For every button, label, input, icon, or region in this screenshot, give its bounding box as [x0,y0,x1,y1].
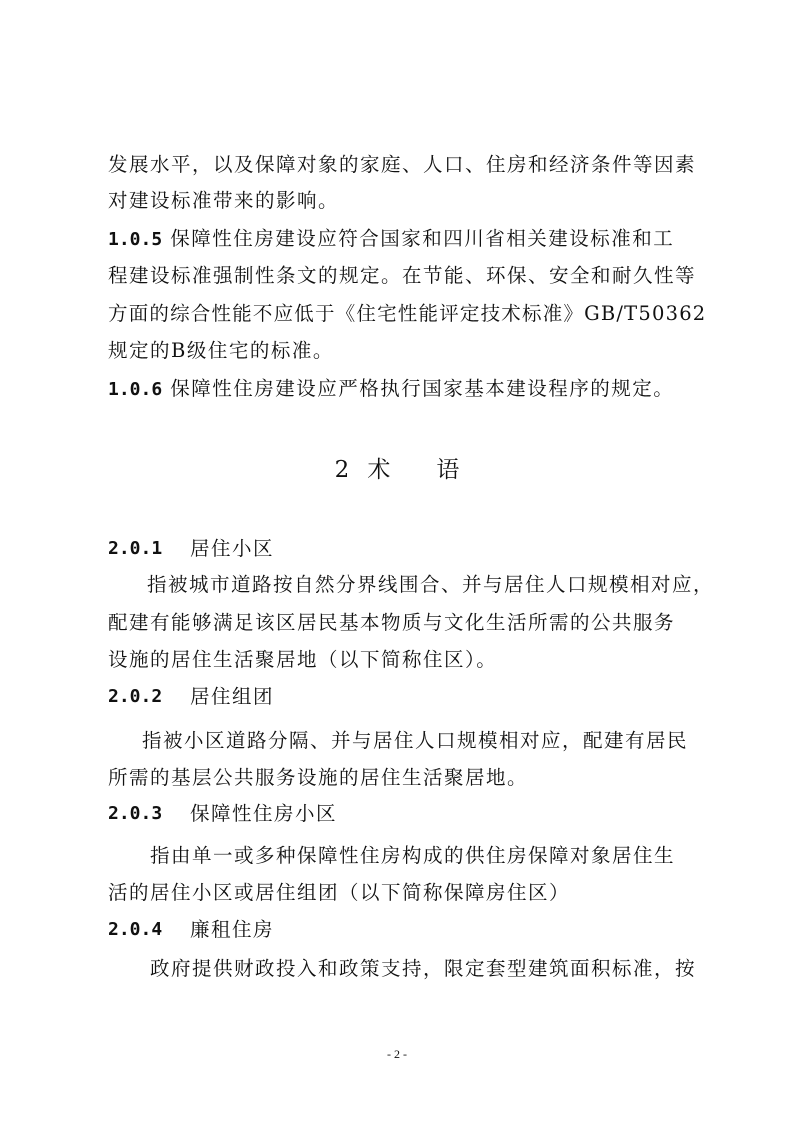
term-definition-line: 活的居住小区或居住组团（以下简称保障房住区） [108,881,571,904]
term-definition-line: 配建有能够满足该区居民基本物质与文化生活所需的公共服务 [108,611,676,634]
term-number: 2.0.3 [108,803,163,824]
term-name: 居住小区 [190,537,275,560]
term-number: 2.0.4 [108,919,163,940]
chapter-number: 2 [334,457,350,483]
paragraph-line: 方面的综合性能不应低于《住宅性能评定技术标准》GB/T50362 [108,302,707,325]
clause-1-0-6 [108,379,674,399]
clause-number: 1.0.5 [108,229,163,250]
clause-text: 保障性住房建设应严格执行国家基本建设程序的规定。 [170,377,675,400]
term-number: 2.0.2 [108,686,163,707]
term-definition-line: 设施的居住生活聚居地（以下简称住区）。 [108,648,498,671]
term-definition-line: 指由单一或多种保障性住房构成的供住房保障对象居住生 [150,844,676,867]
page-number: - 2 - [387,1047,407,1061]
term-definition-line: 政府提供财政投入和政策支持，限定套型建筑面积标准，按 [150,957,697,980]
paragraph-line: 发展水平，以及保障对象的家庭、人口、住房和经济条件等因素 [108,153,697,176]
term-definition-line: 所需的基层公共服务设施的居住生活聚居地。 [108,766,529,789]
chapter-title-char: 术 [367,457,391,483]
term-name: 居住组团 [190,685,275,708]
term-name: 廉租住房 [190,918,275,941]
term-name: 保障性住房小区 [190,802,338,825]
term-definition-line: 指被小区道路分隔、并与居住人口规模相对应，配建有居民 [142,729,689,752]
clause-1-0-5 [108,229,674,249]
clause-text: 保障性住房建设应符合国家和四川省相关建设标准和工 [170,227,675,250]
paragraph-line: 规定的B级住宅的标准。 [108,339,334,362]
paragraph-line: 对建设标准带来的影响。 [108,189,340,212]
chapter-title-char: 语 [436,457,460,483]
term-number: 2.0.1 [108,538,163,559]
chapter-heading [0,459,794,482]
term-definition-line: 指被城市道路按自然分界线围合、并与居住人口规模相对应， [147,573,715,596]
paragraph-line: 程建设标准强制性条文的规定。在节能、环保、安全和耐久性等 [108,264,697,287]
clause-number: 1.0.6 [108,379,163,400]
